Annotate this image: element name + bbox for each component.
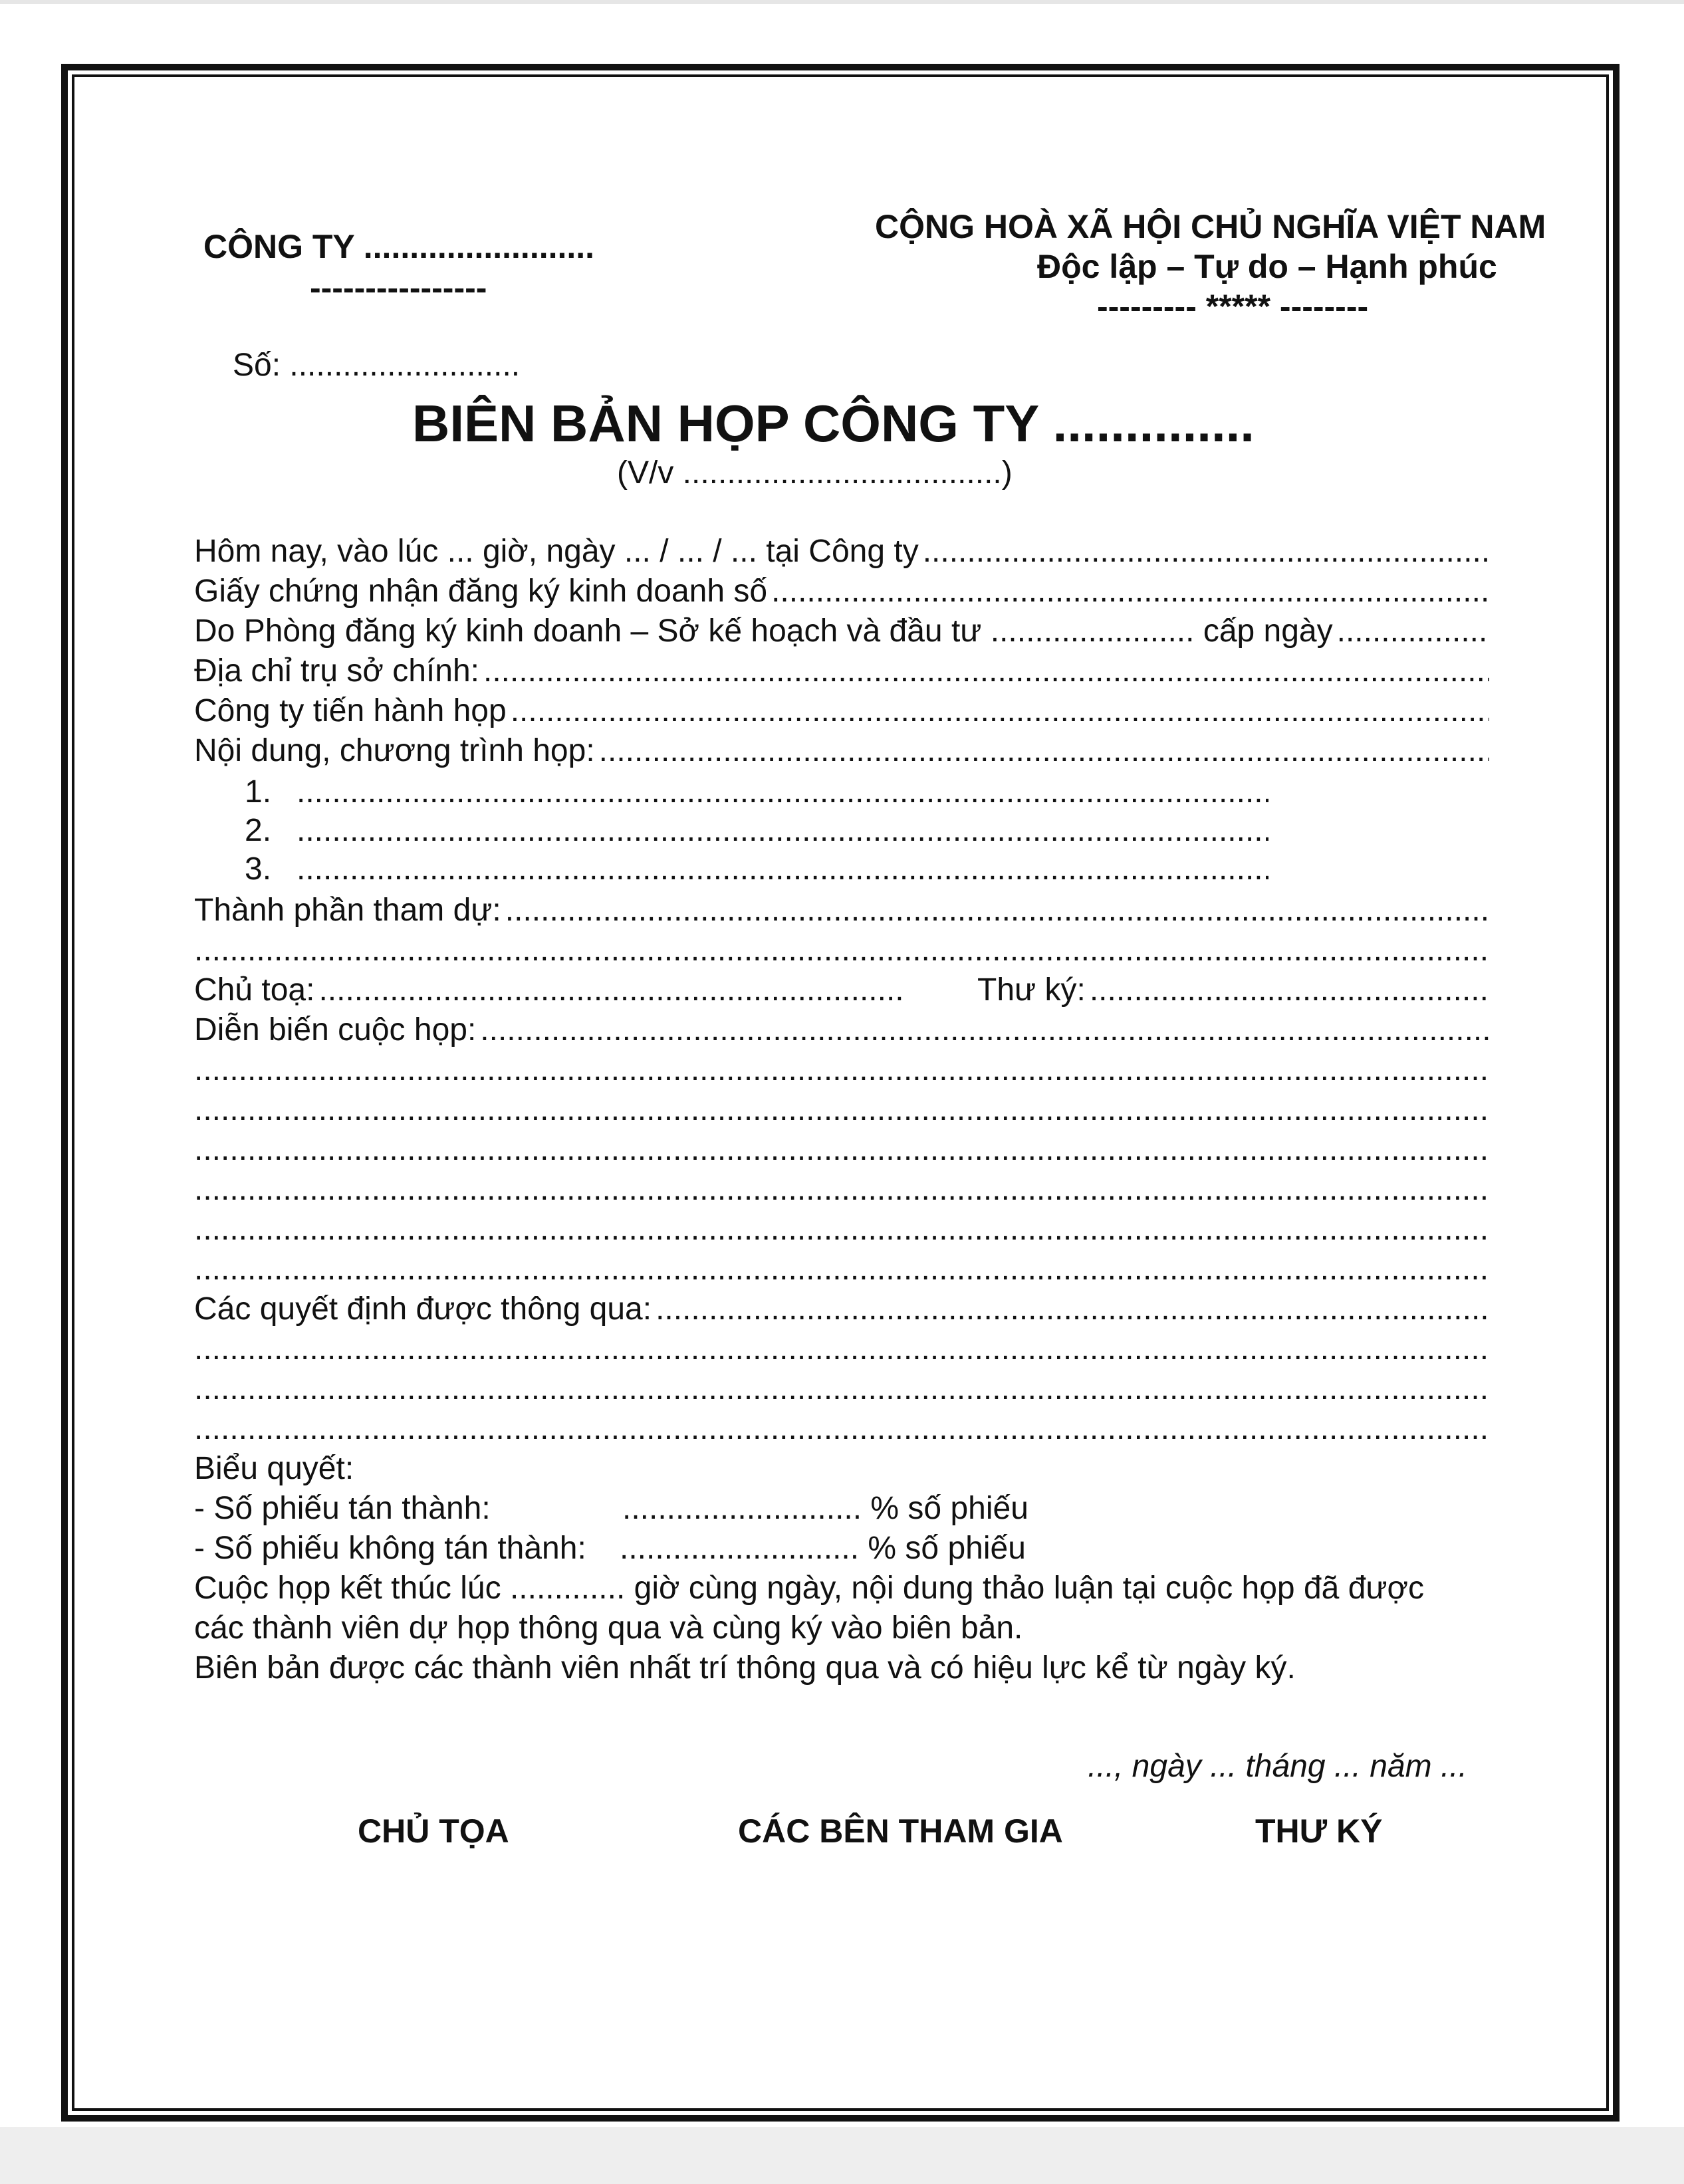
issuer-label: Do Phòng đăng ký kinh doanh – Sở kế hoạch và đầu tư ....................... cấp ngày <box>194 613 1333 649</box>
address-label: Địa chỉ trụ sở chính: <box>194 653 479 689</box>
agenda-item <box>245 851 1268 887</box>
issuer-line <box>194 613 1489 649</box>
chair-line <box>194 972 905 1008</box>
motto: Độc lập – Tự do – Hạnh phúc <box>1037 248 1497 285</box>
blank-line <box>194 1251 1489 1287</box>
page-bottom-edge <box>0 2127 1684 2184</box>
closing-line-1: Cuộc họp kết thúc lúc ............. giờ cùng ngày, nội dung thảo luận tại cuộc họp đã được <box>194 1571 1424 1606</box>
attendees-line <box>194 892 1489 928</box>
address-line <box>194 653 1489 689</box>
decisions-line <box>194 1291 1489 1327</box>
fill-dots <box>599 732 1489 769</box>
vote-reject-label: - Số phiếu không tán thành: <box>194 1531 586 1566</box>
business-cert-label: Giấy chứng nhận đăng ký kinh doanh số <box>194 574 768 609</box>
fill-dots <box>194 1331 1489 1367</box>
fill-dots <box>505 892 1489 928</box>
vote-reject-value: ........................... % số phiếu <box>620 1531 1026 1566</box>
signature-secretary: THƯ KÝ <box>1255 1812 1383 1850</box>
agenda-item <box>245 774 1268 810</box>
fill-dots <box>1090 972 1489 1008</box>
chair-label: Chủ toạ: <box>194 972 315 1008</box>
vote-approve-value: ........................... % số phiếu <box>622 1491 1028 1526</box>
fill-dots <box>194 1370 1489 1407</box>
agenda-item <box>245 812 1268 849</box>
fill-dots <box>194 1410 1489 1447</box>
agenda-label: Nội dung, chương trình họp: <box>194 733 595 768</box>
vote-approve-label: - Số phiếu tán thành: <box>194 1491 491 1526</box>
document-number: Số: .......................... <box>233 348 521 383</box>
proceedings-label: Diễn biến cuộc họp: <box>194 1012 477 1047</box>
blank-line <box>194 1211 1489 1248</box>
blank-line <box>194 1091 1489 1128</box>
page-top-edge <box>0 0 1684 4</box>
blank-line <box>194 932 1489 968</box>
motto-underline: --------- ***** -------- <box>1097 288 1369 325</box>
nation-title: CỘNG HOÀ XÃ HỘI CHỦ NGHĨA VIỆT NAM <box>875 208 1546 245</box>
fill-dots <box>194 1131 1489 1168</box>
blank-line <box>194 1051 1489 1088</box>
fill-dots <box>1337 613 1489 649</box>
agenda-item-number: 1. <box>245 774 272 810</box>
fill-dots <box>194 1251 1489 1287</box>
fill-dots <box>771 573 1489 609</box>
fill-dots <box>194 1051 1489 1088</box>
agenda-item-number: 2. <box>245 813 272 848</box>
decisions-label: Các quyết định được thông qua: <box>194 1291 652 1327</box>
company-meeting-label: Công ty tiến hành họp <box>194 693 507 728</box>
fill-dots <box>483 653 1489 689</box>
signature-parties: CÁC BÊN THAM GIA <box>738 1812 1063 1850</box>
fill-dots <box>511 693 1489 729</box>
vote-label: Biểu quyết: <box>194 1451 354 1486</box>
blank-line <box>194 1331 1489 1367</box>
attendees-label: Thành phần tham dự: <box>194 893 501 928</box>
company-meeting-line <box>194 693 1489 729</box>
business-cert-line <box>194 573 1489 609</box>
date-line: ..., ngày ... tháng ... năm ... <box>1088 1749 1467 1784</box>
fill-dots <box>194 1091 1489 1128</box>
fill-dots <box>923 533 1489 570</box>
blank-line <box>194 1131 1489 1168</box>
agenda-item-number: 3. <box>245 851 272 887</box>
document-title: BIÊN BẢN HỌP CÔNG TY .............. <box>412 394 1255 453</box>
secretary-line <box>977 972 1489 1008</box>
fill-dots <box>480 1012 1489 1048</box>
closing-line-2: các thành viên dự họp thông qua và cùng ký vào biên bản. <box>194 1610 1023 1646</box>
fill-dots <box>318 972 905 1008</box>
blank-line <box>194 1370 1489 1407</box>
closing-line-3: Biên bản được các thành viên nhất trí thông qua và có hiệu lực kể từ ngày ký. <box>194 1650 1296 1686</box>
fill-dots <box>194 1171 1489 1208</box>
secretary-label: Thư ký: <box>977 972 1086 1008</box>
agenda-line <box>194 732 1489 769</box>
signature-chair: CHỦ TỌA <box>358 1812 509 1850</box>
fill-dots <box>656 1291 1489 1327</box>
blank-line <box>194 1410 1489 1447</box>
fill-dots <box>297 851 1268 887</box>
fill-dots <box>297 812 1268 849</box>
time-place-line <box>194 533 1489 570</box>
company-underline: ---------------- <box>310 269 487 306</box>
document-subject: (V/v ....................................) <box>617 455 1013 491</box>
fill-dots <box>194 932 1489 968</box>
blank-line <box>194 1171 1489 1208</box>
fill-dots <box>194 1211 1489 1248</box>
proceedings-line <box>194 1012 1489 1048</box>
time-place-label: Hôm nay, vào lúc ... giờ, ngày ... / ... / ... tại Công ty <box>194 534 919 569</box>
company-label: CÔNG TY ......................... <box>203 228 595 265</box>
fill-dots <box>297 774 1268 810</box>
